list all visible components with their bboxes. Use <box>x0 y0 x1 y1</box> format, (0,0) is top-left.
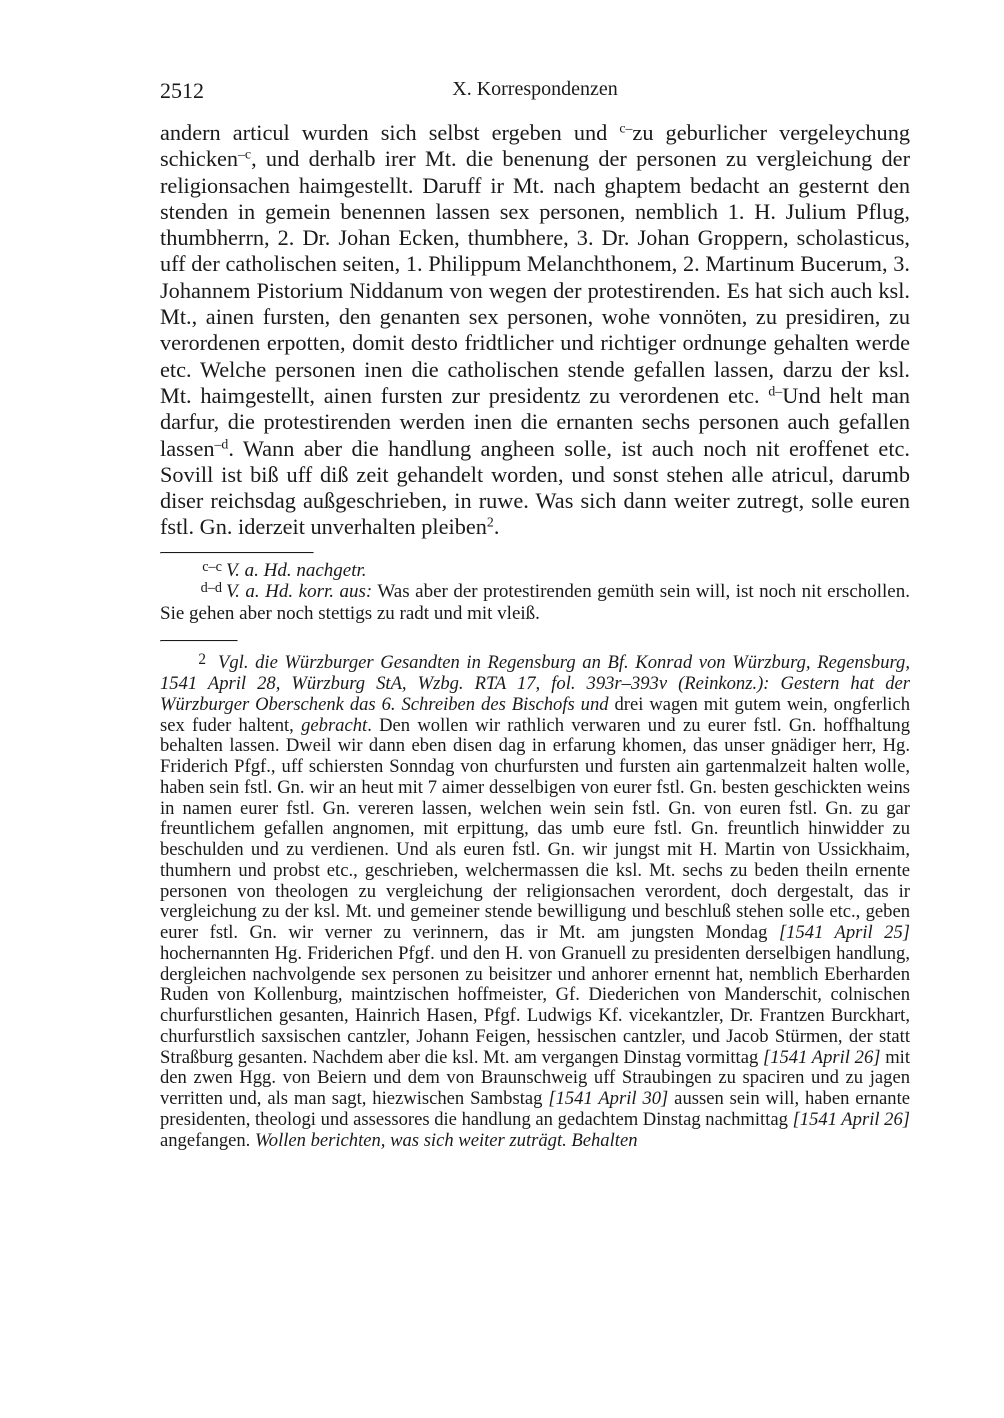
critical-apparatus <box>160 560 910 625</box>
footnote-text: mit den zwen Hgg. von Beiern und dem von Braunschweig uff Straubingen zu spaciren und zu jagen verritten und, als man sagt, hiezwischen Sambstag <box>160 1046 911 1109</box>
page-number: 2512 <box>160 78 204 103</box>
main-paragraph <box>160 120 910 541</box>
footnote-italic: gebracht <box>301 714 368 736</box>
footnote-text: aussen sein will, haben ernante presidenten, theologi und assessores die handlung an gedachtem Dinstag nachmittag <box>160 1088 911 1130</box>
page-header <box>160 78 910 106</box>
footnote-text: angefangen. <box>160 1129 255 1151</box>
footnote-italic: Wollen berichten, was sich weiter zuträgt. Behalten <box>254 1129 638 1151</box>
apparatus-note: c–c V. a. Hd. nachgetr. <box>202 558 367 581</box>
footnote-ref-2: 2 <box>486 514 494 530</box>
apparatus-italic: V. a. Hd. korr. aus: <box>226 581 373 603</box>
text-run: , und derhalb irer Mt. die benenung der personen zu vergleichung der religionsachen haimgestellt. Daruff ir Mt. nach ghaptem bedacht an gesternt den stenden in gemein benennen lassen sex personen, nemblich 1. H. Julium Pflug, thumbherrn, 2. Dr. Johan Ecken, thumbhere, 3. Dr. Johan Groppern, scholasticus, uff der catholischen seiten, 1. Philippum Melanchthonem, 2. Martinum Bucerum, 3. Johannem Pistorium Niddanum von wegen der protestirenden. Es hat sich auch ksl. Mt., ainen fursten, den genanten sex personen, wohe vonnöten, zu presidiren, zu verordenen erpotten, domit desto fridtlicher und richtiger ordnunge gehalten werde etc. Welche personen inen die catholischen stende gefallen lassen, darzu der ksl. Mt. haimgestellt, ainen fursten zur presidentz zu verordenen etc. <box>160 146 910 408</box>
footnote-date: [1541 April 26] <box>792 1108 911 1130</box>
text-run: zu geburlicher vergeleychung schicken <box>160 120 910 172</box>
page <box>160 78 910 1151</box>
footnote-divider <box>160 640 238 642</box>
footnote-date: [1541 April 26] <box>762 1046 881 1068</box>
footnotes <box>160 650 911 1151</box>
footnote-text: drei wagen mit gutem wein, ongferlich sex fuder haltent, <box>160 693 911 736</box>
variant-mark-c-open: c– <box>619 120 633 136</box>
main-text <box>160 120 910 541</box>
text-run: . <box>493 514 500 540</box>
apparatus-text: Was aber der protestirenden gemüth sein will, ist noch nit erschollen. Sie gehen aber noch stettigs zu radt und mit vleiß. <box>160 581 910 624</box>
footnote-italic: Vgl. die Würzburger Gesandten in Regensburg an Bf. Konrad von Würzburg, Regensburg, 1541 April 28, Würzburg StA, Wzbg. RTA 17, fol. 393r–393v (Reinkonz.): Gestern hat der Würzburger Oberschenk das 6. Schreiben des Bischofs und <box>160 652 910 715</box>
footnote-2: 2 Vgl. die Würzburger Gesandten in Regensburg an Bf. Konrad von Würzburg, Regensburg, 1541 April 28, Würzburg StA, Wzbg. RTA 17, fol. 393r–393v (Reinkonz.): Gestern hat der Würzburger Oberschenk das 6. Schreiben des Bischofs und drei wagen mit gutem wein, ongferlich sex fuder haltent, gebracht. Den wollen wir rathlich verwaren und zu eurer fstl. Gn. hoffhaltung behalten lassen. Dweil wir dann eben disen dag in erfarung khomen, das unser gnädiger herr, Hg. Friderich Pfgf., uff schiersten Sonndag von churfursten und fursten ain gartenmalzeit halten wolle, haben sein fstl. Gn. wir an heut mit 7 aimer desselbigen von eurer fstl. Gn. besten geschickten weins in namen eurer fstl. Gn. vereren lassen, welchen wein sein fstl. Gn. von euren fstl. Gn. zu gar freuntlichem gefallen angnomen, mit erpittung, das umb eure fstl. Gn. freuntlich hinwidder zu beschulden und zu verdienen. Und als euren fstl. Gn. wir jungst mit H. Martin von Ussickhaim, thumhern und probst etc., geschrieben, welchermassen die ksl. Mt. sechs zu beden theiln ernente personen von theologen zu vergleichung der religionsachen verordent, doch dergestalt, das ir vergleichung zu der ksl. Mt. und gemeiner stende bewilligung und beschluß stehen solle etc., geben eurer fstl. Gn. wir verner zu verinnern, das ir Mt. am jungsten Mondag [1541 April 25] hochernannten Hg. Friderichen Pfgf. und den H. von Granuell zu presidenten derselbigen handlung, dergleichen nachvolgende sex personen zu beisitzer und anhorer ernennt hat, nemblich Eberharden Ruden von Kollenburg, maintzischen hoffmeister, Gf. Diederichen von Manderschit, colnischen churfurstlichen gesanten, Hainrich Hasen, Pfgf. Ludwigs Kf. vicekantzler, Dr. Frantzen Burckhart, churfurstlich saxsischen cantzler, Johann Feigen, hessischen cantzler, und Jacob Stürmen, der statt Straßburg gesanten. Nachdem aber die ksl. Mt. am vergangen Dinstag vormittag [1541 April 26] mit den zwen Hgg. von Beiern und dem von Braunschweig uff Straubingen zu spaciren und zu jagen verritten und, als man sagt, hiezwischen Sambstag [1541 April 30] aussen sein will, haben ernante presidenten, theologi und assessores die handlung an gedachtem Dinstag nachmittag [1541 April 26] angefangen. Wollen berichten, was sich weiter zuträgt. Behalten <box>160 650 911 1151</box>
footnote-text: . Den wollen wir rathlich verwaren und zu eurer fstl. Gn. hoffhaltung behalten lassen. Dweil wir dann eben disen dag in erfarung khomen, das unser gnädiger herr, Hg. Friderich Pfgf., uff schiersten Sonndag von churfursten und fursten ain gartenmalzeit halten wolle, haben sein fstl. Gn. wir an heut mit 7 aimer desselbigen von eurer fstl. Gn. besten geschickten weins in namen eurer fstl. Gn. vereren lassen, welchen wein sein fstl. Gn. von euren fstl. Gn. zu gar freuntlichem gefallen angnomen, mit erpittung, das umb eure fstl. Gn. freuntlich hinwidder zu beschulden und zu verdienen. Und als euren fstl. Gn. wir jungst mit H. Martin von Ussickhaim, thumhern und probst etc., geschrieben, welchermassen die ksl. Mt. sechs zu beden theiln ernente personen von theologen zu vergleichung der religionsachen verordent, doch dergestalt, das ir vergleichung zu der ksl. Mt. und gemeiner stende bewilligung und beschluß stehen solle etc., geben eurer fstl. Gn. wir verner zu verinnern, das ir Mt. am jungsten Mondag <box>160 714 910 943</box>
footnote-date: [1541 April 25] <box>778 922 911 943</box>
text-run: . Wann aber die handlung angheen solle, ist auch noch nit eroffenet etc. Sovill ist biß uff diß zeit gehandelt worden, und sonst stehen alle atricul, darumb diser reichsdag außgeschrieben, in ruwe. Was sich dann weiter zutregt, solle euren fstl. Gn. iderzeit unverhalten pleiben <box>160 435 910 540</box>
text-run: andern articul wurden sich selbst ergeben und <box>160 120 620 145</box>
variant-mark-d-open: d– <box>768 383 783 399</box>
text-run: Und helt man darfur, die protestirenden werden inen die ernanten sechs personen auch gefallen lassen <box>160 382 910 461</box>
apparatus-italic: V. a. Hd. nachgetr. <box>226 559 367 581</box>
running-head: X. Korrespondenzen <box>452 78 618 100</box>
variant-mark-d-close: –d <box>214 435 229 451</box>
footnote-date: [1541 April 30] <box>548 1088 669 1109</box>
apparatus-note: d–d V. a. Hd. korr. aus: Was aber der protestirenden gemüth sein will, ist noch nit erschollen. Sie gehen aber noch stettigs zu radt und mit vleiß. <box>160 580 910 624</box>
apparatus-divider <box>160 552 314 554</box>
footnote-text: hochernannten Hg. Friderichen Pfgf. und den H. von Granuell zu presidenten derselbigen handlung, dergleichen nachvolgende sex personen zu beisitzer und anhorer ernennt hat, nemblich Eberharden Ruden von Kollenburg, maintzischen hoffmeister, Gf. Diederichen von Manderschit, colnischen churfurstlichen gesanten, Hainrich Hasen, Pfgf. Ludwigs Kf. vicekantzler, Dr. Frantzen Burckhart, churfurstlich saxsischen cantzler, Johann Feigen, hessischen cantzler, und Jacob Stürmen, der statt Straßburg gesanten. Nachdem aber die ksl. Mt. am vergangen Dinstag vormittag <box>160 942 910 1068</box>
variant-mark-c-close: –c <box>238 146 252 162</box>
